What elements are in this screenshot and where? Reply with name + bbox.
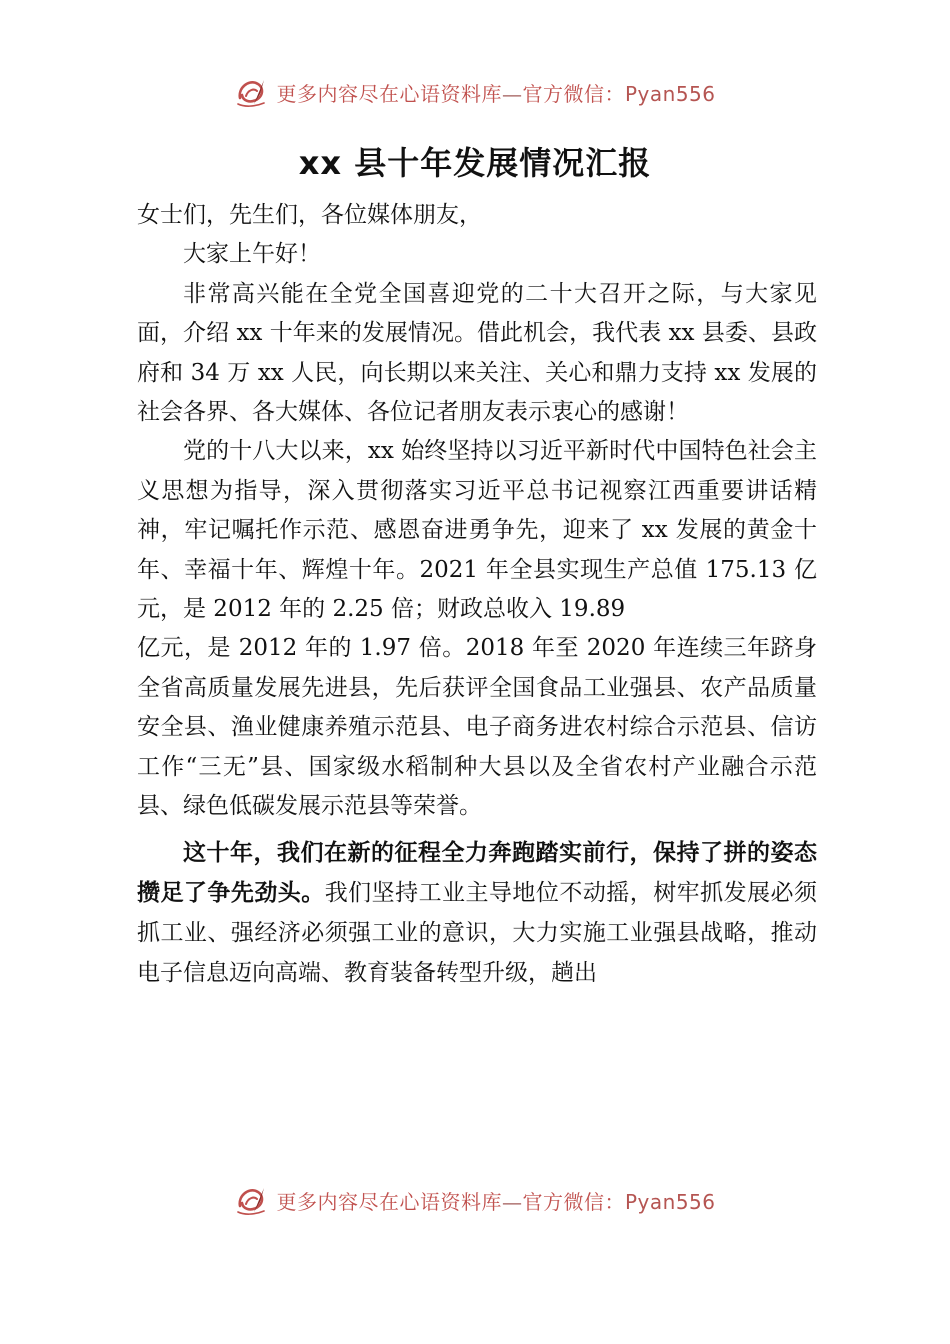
footer-watermark [0, 1180, 950, 1220]
paragraph-industry-lead: 这十年，我们在新的征程全力奔跑踏实前行，保持了拼的姿态攒足了争先劲头。 [137, 839, 817, 906]
watermark-dash: — [501, 81, 523, 106]
paragraph-thanks: 非常高兴能在全党全国喜迎党的二十大召开之际，与大家见面，介绍 xx 十年来的发展情况。借此机会，我代表 xx 县委、县政府和 34 万 xx 人民，向长期以来关注、关心和鼎力支持 xx 发展的社会各界、各大媒体、各位记者朋友表示衷心的感谢！ [137, 280, 817, 426]
paragraph-honors: 亿元，是 2012 年的 1.97 倍。2018 年至 2020 年连续三年跻身全省高质量发展先进县，先后获评全国食品工业强县、农产品质量安全县、渔业健康养殖示范县、电子商务进农村综合示范县、信访工作“三无”县、国家级水稻制种大县以及全省农村产业融合示范县、绿色低碳发展示范县等荣誉。 [137, 635, 817, 820]
watermark-text [276, 1186, 715, 1215]
watermark-site: 更多内容尽在心语资料库 [276, 81, 502, 106]
paragraph-industry [137, 833, 817, 993]
salutation: 女士们，先生们，各位媒体朋友， [137, 202, 482, 228]
watermark-label: 官方微信： [522, 81, 625, 106]
watermark-handle: Pyan556 [624, 1189, 716, 1214]
watermark-group [234, 74, 715, 110]
greeting: 大家上午好！ [183, 241, 321, 268]
paragraph-industry-text: 我们坚持工业主导地位不动摇，树牢抓发展必须抓工业、强经济必须强工业的意识，大力实施工业强县战略，推动电子信息迈向高端、教育装备转型升级，趟出 [137, 879, 818, 986]
watermark-group [234, 1182, 715, 1218]
paragraph-development: 党的十八大以来，xx 始终坚持以习近平新时代中国特色社会主义思想为指导，深入贯彻落实习近平总书记视察江西重要讲话精神，牢记嘱托作示范、感恩奋进勇争先，迎来了 xx 发展的黄金十年、幸福十年、辉煌十年。2021 年全县实现生产总值 175.13 亿元，是 2012 年的 2.25 倍；财政总收入 19.89 [137, 438, 817, 623]
document-body [137, 196, 817, 993]
quill-logo-icon [234, 1182, 270, 1218]
watermark-site: 更多内容尽在心语资料库 [276, 1189, 502, 1214]
watermark-text [276, 78, 715, 107]
watermark-handle: Pyan556 [624, 81, 716, 106]
watermark-dash: — [501, 1189, 523, 1214]
quill-logo-icon [234, 74, 270, 110]
header-watermark [0, 72, 950, 112]
document-title: xx 县十年发展情况汇报 [298, 144, 652, 182]
watermark-label: 官方微信： [522, 1189, 625, 1214]
